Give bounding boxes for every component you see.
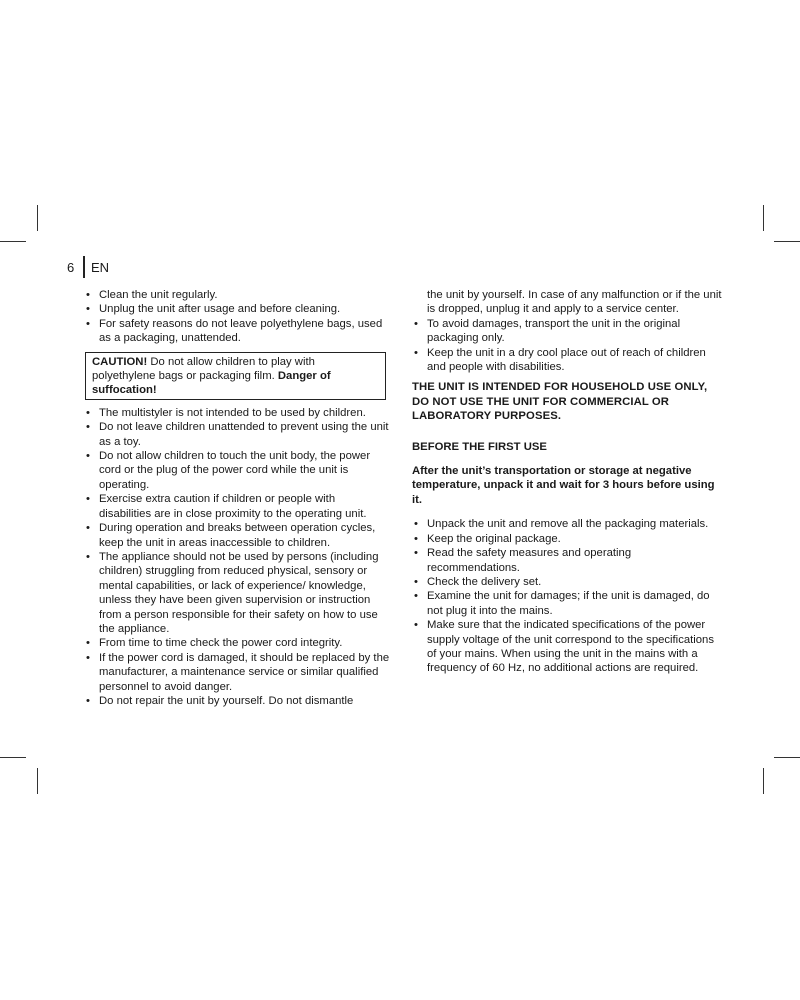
crop-mark-top-left-vertical xyxy=(37,205,38,231)
crop-mark-top-right-horizontal xyxy=(774,241,800,242)
safety-list-bottom xyxy=(84,406,390,709)
page-header xyxy=(67,256,109,278)
right-column xyxy=(412,288,722,676)
section-title: BEFORE THE FIRST USE xyxy=(412,440,547,453)
list-item: • Unplug the unit after usage and before cleaning. xyxy=(84,302,390,316)
crop-mark-top-left-horizontal xyxy=(0,241,26,242)
caution-box xyxy=(85,352,386,400)
household-use-notice: THE UNIT IS INTENDED FOR HOUSEHOLD USE ONLY, DO NOT USE THE UNIT FOR COMMERCIAL OR LABORATORY PURPOSES. xyxy=(412,381,708,423)
caution-text: Do not allow children to play with polyethylene bags or packaging film. xyxy=(92,355,315,383)
list-item: • Do not allow children to touch the unit body, the power cord or the plug of the power cord while the unit is operating. xyxy=(84,449,390,492)
list-item: • Do not repair the unit by yourself. Do not dismantle xyxy=(84,694,390,708)
danger-warning: Danger of suffocation! xyxy=(92,370,331,397)
list-item: • From time to time check the power cord integrity. xyxy=(84,636,390,650)
header-divider xyxy=(83,256,85,278)
list-item: • Do not leave children unattended to prevent using the unit as a toy. xyxy=(84,420,390,449)
crop-mark-bottom-right-horizontal xyxy=(774,757,800,758)
list-item: • Keep the unit in a dry cool place out of reach of children and people with disabilities. xyxy=(412,346,722,375)
language-code: EN xyxy=(91,259,110,275)
list-item: • The multistyler is not intended to be used by children. xyxy=(84,406,390,420)
section-subheading: After the unit’s transportation or storage at negative temperature, unpack it and wait for 3 hours before using it. xyxy=(412,465,715,506)
crop-mark-bottom-right-vertical xyxy=(763,768,764,794)
list-item: • Clean the unit regularly. xyxy=(84,288,390,302)
crop-mark-bottom-left-vertical xyxy=(37,768,38,794)
caution-label: CAUTION! xyxy=(92,355,148,368)
crop-mark-top-right-vertical xyxy=(763,205,764,231)
continued-text: the unit by yourself. In case of any malfunction or if the unit is dropped, unplug it and apply to a service center. xyxy=(427,289,722,316)
first-use-list xyxy=(412,517,722,675)
list-item: • Check the delivery set. xyxy=(412,575,722,589)
list-item: • During operation and breaks between operation cycles, keep the unit in areas inaccessible to children. xyxy=(84,521,390,550)
list-item: • If the power cord is damaged, it should be replaced by the manufacturer, a maintenance service or similar qualified personnel to avoid danger. xyxy=(84,651,390,694)
list-item: • The appliance should not be used by persons (including children) struggling from reduced physical, sensory or mental capabilities, or lack of experience/ knowledge, unless they have been given supervision or instruction from a person responsible for their safety on how to use the appliance. xyxy=(84,550,390,636)
list-item: • Read the safety measures and operating recommendations. xyxy=(412,546,722,575)
list-item: • Examine the unit for damages; if the unit is damaged, do not plug it into the mains. xyxy=(412,589,722,618)
crop-mark-bottom-left-horizontal xyxy=(0,757,26,758)
list-item: • Keep the original package. xyxy=(412,532,722,546)
list-item: • Unpack the unit and remove all the packaging materials. xyxy=(412,517,722,531)
list-item: • Exercise extra caution if children or people with disabilities are in close proximity to the operating unit. xyxy=(84,492,390,521)
safety-list-top xyxy=(84,288,390,346)
list-item: • For safety reasons do not leave polyethylene bags, used as a packaging, unattended. xyxy=(84,317,390,346)
left-column xyxy=(84,288,390,708)
safety-list-continued xyxy=(412,317,722,375)
page-number: 6 xyxy=(67,259,75,275)
list-item: • To avoid damages, transport the unit in the original packaging only. xyxy=(412,317,722,346)
list-item: • Make sure that the indicated specifications of the power supply voltage of the unit correspond to the specifications of your mains. When using the unit in the mains with a frequency of 60 Hz, no additional actions are required. xyxy=(412,618,722,676)
